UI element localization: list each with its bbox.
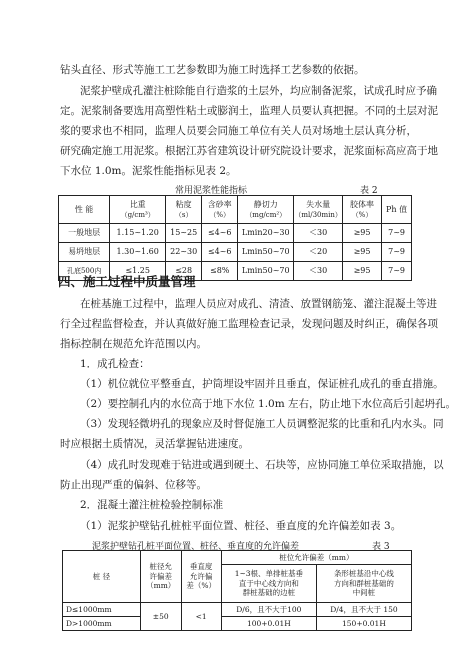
header-text: 直于中心线方向和 bbox=[238, 578, 299, 588]
header-unit: （%） bbox=[351, 210, 373, 219]
para-line: 下水位 1.0m。泥浆性能指标见表 2。 bbox=[60, 165, 237, 177]
mud-properties-table bbox=[58, 195, 412, 281]
table-cell: 1.15~1.20 bbox=[110, 224, 166, 243]
table-cell: 150+0.01H bbox=[316, 617, 411, 631]
header-text: 失水量 bbox=[306, 199, 331, 209]
table-header bbox=[294, 196, 343, 224]
list-item: （3）发现轻微坍孔的现象应及时督促施工人员调整泥浆的比重和孔内水头。同 bbox=[80, 418, 444, 430]
table-header bbox=[382, 196, 412, 224]
table-cell: 7~9 bbox=[382, 224, 412, 243]
table-cell: 100+0.01H bbox=[221, 617, 316, 631]
subheading: 1．成孔检查： bbox=[80, 358, 150, 370]
section-heading: 四、施工过程中质量管理 bbox=[58, 274, 196, 289]
table-header: 桩 径 bbox=[63, 551, 141, 603]
header-text: 允许偏 bbox=[189, 571, 213, 581]
table-cell: ≤4~6 bbox=[202, 224, 238, 243]
table-cell: 15~25 bbox=[166, 224, 202, 243]
subheading: 2．混凝土灌注桩检验控制标准 bbox=[80, 499, 224, 511]
table-cell: ≤8% bbox=[202, 262, 238, 281]
table-cell: ≥95 bbox=[342, 224, 381, 243]
header-text: （mm） bbox=[146, 581, 176, 591]
table-header: 桩位允许偏差（mm） bbox=[221, 551, 411, 565]
para-line: 泥浆护壁成孔灌注桩除能自行造浆的土层外，均应制备泥浆，试成孔时应予确 bbox=[80, 85, 437, 97]
list-item: （1）机位就位平整垂直，护筒埋设牢固并且垂直，保证桩孔成孔的垂直措施。 bbox=[80, 378, 444, 390]
table-cell: D>1000mm bbox=[63, 617, 141, 631]
table-cell: 易坍地层 bbox=[59, 243, 110, 262]
table-cell: 一般地层 bbox=[59, 224, 110, 243]
table-header bbox=[342, 196, 381, 224]
header-text: 中间桩 bbox=[352, 588, 376, 598]
table-cell: ≤28 bbox=[166, 262, 202, 281]
list-item-continued: 防止出现严重的偏斜、位移等。 bbox=[60, 479, 207, 491]
header-text: 胶体率 bbox=[350, 199, 375, 209]
header-unit: （mg/cm²） bbox=[245, 210, 287, 219]
header-text: 含砂率 bbox=[207, 199, 232, 209]
header-text: 桩径允 bbox=[149, 562, 172, 572]
table-header bbox=[316, 565, 411, 603]
table-cell: ＜30 bbox=[294, 262, 343, 281]
table-header bbox=[238, 196, 294, 224]
table-header bbox=[202, 196, 238, 224]
table-header bbox=[166, 196, 202, 224]
table-cell: 孔底500内 bbox=[59, 262, 110, 281]
table-cell: ±50 bbox=[140, 603, 181, 631]
table-cell: D/4，且不大于 150 bbox=[316, 603, 411, 617]
header-unit: （s） bbox=[174, 210, 193, 219]
header-text: 粘度 bbox=[175, 199, 192, 209]
table2-caption: 常用泥浆性能指标 bbox=[175, 186, 248, 196]
header-text: 方向和群桩基础的 bbox=[333, 578, 394, 588]
pile-tolerance-table bbox=[62, 550, 412, 631]
header-text: 许偏差 bbox=[149, 571, 172, 581]
table-header bbox=[221, 565, 316, 603]
table-header bbox=[140, 551, 181, 603]
table-cell: ≤1.25 bbox=[110, 262, 166, 281]
table-header bbox=[181, 551, 221, 603]
header-unit: （g/cm³） bbox=[120, 210, 155, 219]
list-item-continued: 时应根据土质情况，灵活掌握钻进速度。 bbox=[60, 438, 249, 450]
table-cell: D≤1000mm bbox=[63, 603, 141, 617]
header-text: 垂直度 bbox=[189, 562, 213, 572]
table-cell: Lmin50~70 bbox=[238, 262, 294, 281]
header-text: 群桩基础的边桩 bbox=[242, 588, 296, 598]
header-text: 差（%） bbox=[186, 581, 216, 591]
table-cell: 1.30~1.60 bbox=[110, 243, 166, 262]
table-cell: 22~30 bbox=[166, 243, 202, 262]
table-cell: <1 bbox=[181, 603, 221, 631]
table-cell: Lmin50~70 bbox=[238, 243, 294, 262]
table-cell: 7~9 bbox=[382, 243, 412, 262]
header-text: Ph 值 bbox=[386, 204, 408, 214]
header-text: 条形桩基沿中心线 bbox=[333, 569, 394, 579]
header-unit: （ml/30min） bbox=[294, 210, 342, 219]
table3-caption: 泥浆护壁钻孔桩平面位置、桩径、垂直度的允许偏差 bbox=[92, 542, 300, 552]
table-cell: ＜20 bbox=[294, 243, 343, 262]
table-cell: ≥95 bbox=[342, 243, 381, 262]
para-line: 定。泥浆制备要选用高塑性粘土或膨润土，监理人员要认真把握。不同的土层对泥 bbox=[60, 105, 438, 117]
para-line: 行全过程监督检查，并认真做好施工监理检查记录，发现问题及时纠正，确保各项 bbox=[60, 318, 438, 330]
table3-label: 表 3 bbox=[372, 542, 390, 552]
table-cell: 7~9 bbox=[382, 262, 412, 281]
header-text: 静切力 bbox=[253, 199, 278, 209]
header-text: 性 能 bbox=[74, 204, 94, 214]
para-line: 研究确定施工用泥浆。根据江苏省建筑设计研究院设计要求，泥浆面标高应高于地 bbox=[60, 145, 438, 157]
para-line: 浆的要求也不相同，监理人员要会同施工单位有关人员对场地土层认真分析， bbox=[60, 125, 417, 137]
list-item: （2）要控制孔内的水位高于地下水位 1.0m 左右，防止地下水位高后引起坍孔。 bbox=[80, 398, 457, 410]
table-cell: D/6，且不大于100 bbox=[221, 603, 316, 617]
table-header bbox=[59, 196, 110, 224]
list-item: （1）泥浆护壁钻孔桩桩平面位置、桩径、垂直度的允许偏差如表 3。 bbox=[80, 520, 402, 532]
table2-label: 表 2 bbox=[360, 186, 378, 196]
para-line: 在桩基施工过程中，监理人员应对成孔、清渣、放置钢筋笼、灌注混凝土等进 bbox=[80, 298, 437, 310]
para-line: 指标控制在规范允许范围以内。 bbox=[60, 338, 207, 350]
header-text: 1~3根、单排桩基垂 bbox=[234, 569, 304, 579]
table-cell: Lmin20~30 bbox=[238, 224, 294, 243]
table-cell: ≥95 bbox=[342, 262, 381, 281]
table-header bbox=[110, 196, 166, 224]
header-unit: （%） bbox=[209, 210, 231, 219]
header-text: 比重 bbox=[129, 199, 146, 209]
table-cell: ≤4~6 bbox=[202, 243, 238, 262]
table-cell: ＜30 bbox=[294, 224, 343, 243]
para-line: 钻头直径、形式等施工工艺参数即为施工时选择工艺参数的依据。 bbox=[60, 64, 365, 76]
list-item: （4）成孔时发现难于钻进或遇到硬土、石块等，应协同施工单位采取措施，以 bbox=[80, 459, 444, 471]
